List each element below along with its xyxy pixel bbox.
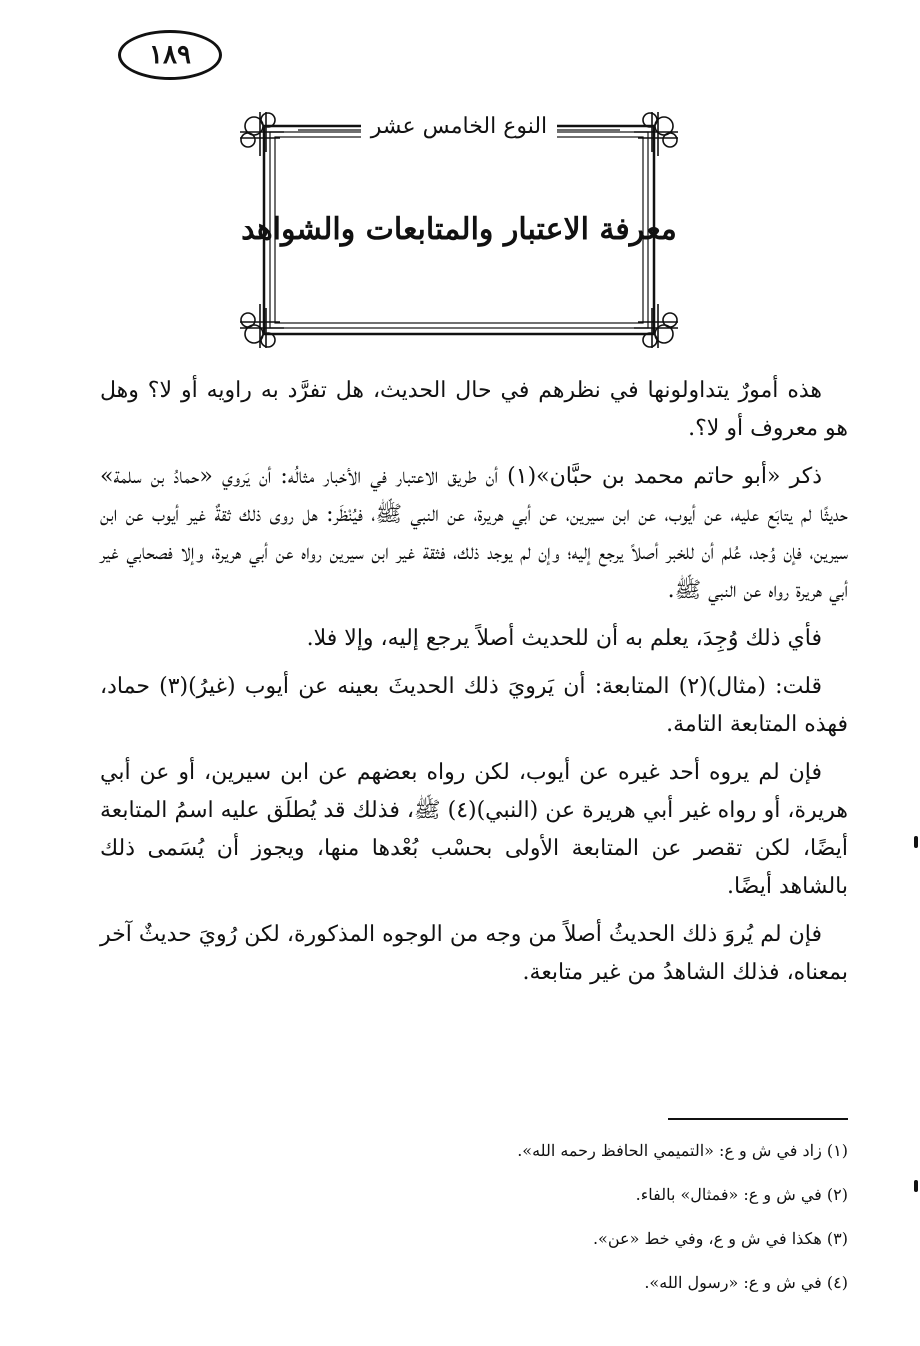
scan-edge-mark <box>914 1180 918 1192</box>
footnote: (٣) هكذا في ش و ع، وفي خط «عن». <box>592 1229 848 1248</box>
chapter-heading-frame <box>240 112 678 348</box>
paragraph: فإن لم يروه أحد غيره عن أيوب، لكن رواه بعضهم عن ابن سيرين، أو عن أبي هريرة، أو رواه غير أبي هريرة عن (النبي)(٤) ﷺ، فذلك قد يُطلَق عليه اسمُ المتابعة أيضًا، لكن تقصر عن المتابعة الأولى بحسْب بُعْدها منها، ويجوز أن يُسَمى ذلك بالشاهد أيضًا. <box>100 760 849 899</box>
chapter-title: معرفة الاعتبار والمتابعات والشواهد <box>241 212 677 247</box>
paragraph: هذه أمورٌ يتداولونها في نظرهم في حال الحديث، هل تفرَّد به راويه أو لا؟ وهل هو معروف أو لا؟. <box>100 378 848 441</box>
paragraph: قلت: (مثال)(٢) المتابعة: أن يَرويَ ذلك الحديثَ بعينه عن أيوب (غيرُ)(٣) حماد، فهذه المتابعة التامة. <box>100 674 848 737</box>
main-text <box>100 372 848 1002</box>
footnote: (٤) في ش و ع: «رسول الله». <box>644 1273 848 1292</box>
footnote: (٢) في ش و ع: «فمثال» بالفاء. <box>635 1185 848 1204</box>
chapter-number-label <box>240 114 678 139</box>
page-number-text: ١٨٩ <box>149 40 191 70</box>
footnote-separator <box>668 1118 848 1120</box>
page-number <box>118 30 222 80</box>
footnote: (١) زاد في ش و ع: «التميمي الحافظ رحمه الله». <box>517 1141 848 1160</box>
paragraph: فإن لم يُروَ ذلك الحديثُ أصلاً من وجه من الوجوه المذكورة، لكن رُويَ حديثٌ آخر بمعناه، فذلك الشاهدُ من غير متابعة. <box>100 922 848 985</box>
paragraph: ذكر «أبو حاتم محمد بن حبَّان»(١) أن طريق الاعتبار في الأخبار مثالُه: أن يَروي «حمادُ بن سلمة» حديثًا لم يتابَع عليه، عن أيوب، عن ابن سيرين، عن أبي هريرة، عن النبي ﷺ، فيُنْظَر: هل روى ذلك ثقةٌ غير أيوب عن ابن سيرين، فإن وُجد، عُلم أن للخبر أصلاً يرجع إليه؛ وإن لم يوجد ذلك، فثقة غير ابن سيرين رواه عن أبي هريرة، وإلا فصحابي غير أبي هريرة رواه عن النبي ﷺ. <box>100 464 848 603</box>
scan-edge-mark <box>914 836 918 848</box>
footnotes <box>100 1140 848 1316</box>
paragraph: فأي ذلك وُجِدَ، يعلم به أن للحديث أصلاً يرجع إليه، وإلا فلا. <box>306 626 822 651</box>
chapter-number-text: النوع الخامس عشر <box>361 114 557 139</box>
